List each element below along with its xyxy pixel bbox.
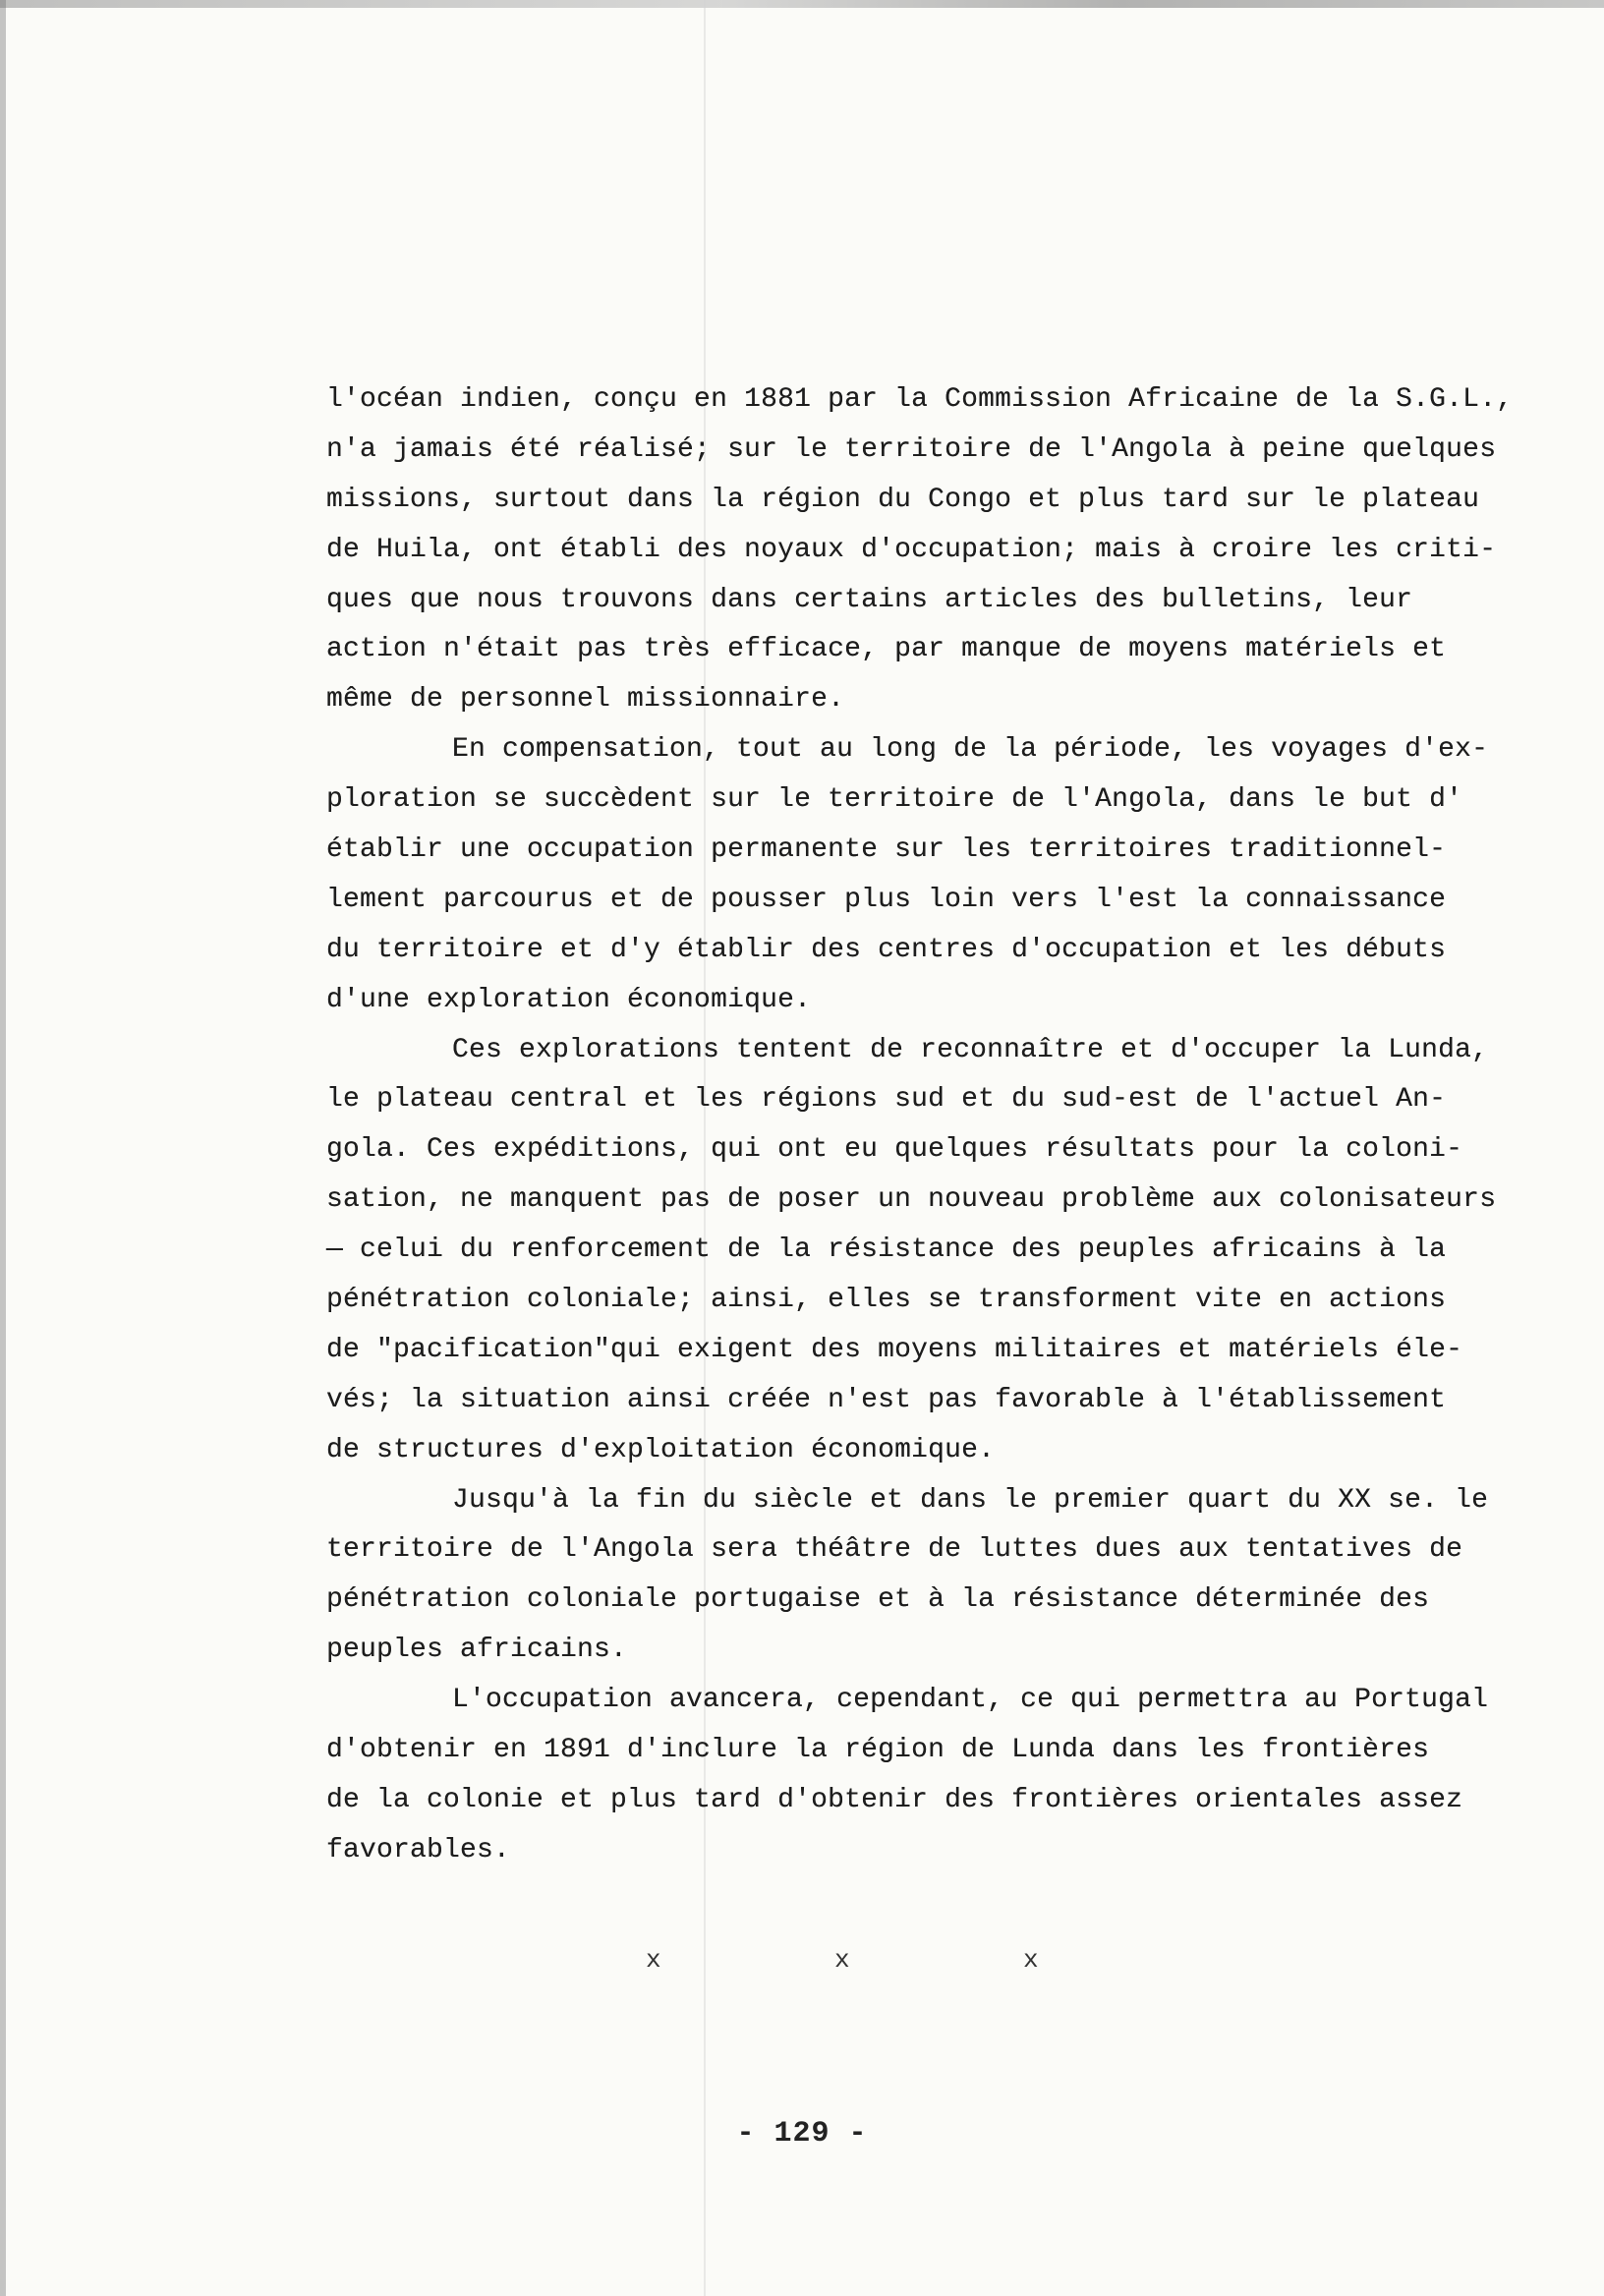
scan-top-edge bbox=[0, 0, 1604, 8]
paragraph-start-line: En compensation, tout au long de la période, les voyages d'ex- bbox=[452, 734, 1489, 766]
text-line: sation, ne manquent pas de poser un nouveau problème aux colonisateurs bbox=[326, 1184, 1497, 1216]
text-line: de Huila, ont établi des noyaux d'occupation; mais à croire les criti- bbox=[326, 534, 1497, 565]
text-line: pénétration coloniale portugaise et à la résistance déterminée des bbox=[326, 1584, 1430, 1616]
paragraph-start-line: Jusqu'à la fin du siècle et dans le premier quart du XX se. le bbox=[452, 1484, 1489, 1516]
text-line: établir une occupation permanente sur les territoires traditionnel- bbox=[326, 834, 1447, 866]
separator-mark: x bbox=[646, 1945, 661, 1975]
text-line: le plateau central et les régions sud et du sud-est de l'actuel An- bbox=[326, 1084, 1447, 1116]
paragraph-start-line: L'occupation avancera, cependant, ce qui permettra au Portugal bbox=[452, 1685, 1489, 1716]
text-line: d'obtenir en 1891 d'inclure la région de Lunda dans les frontières bbox=[326, 1735, 1430, 1766]
text-line: même de personnel missionnaire. bbox=[326, 684, 845, 716]
section-separator bbox=[0, 1945, 1604, 1994]
text-line: favorables. bbox=[326, 1834, 511, 1866]
text-line: ques que nous trouvons dans certains articles des bulletins, leur bbox=[326, 584, 1413, 615]
text-line: de structures d'exploitation économique. bbox=[326, 1434, 996, 1465]
page-number: - 129 - bbox=[736, 2117, 868, 2151]
text-line: de "pacification"qui exigent des moyens militaires et matériels éle- bbox=[326, 1334, 1463, 1365]
text-line: d'une exploration économique. bbox=[326, 984, 812, 1015]
text-line: action n'était pas très efficace, par manque de moyens matériels et bbox=[326, 634, 1447, 665]
text-line: — celui du renforcement de la résistance des peuples africains à la bbox=[326, 1234, 1447, 1266]
text-line: pénétration coloniale; ainsi, elles se transforment vite en actions bbox=[326, 1285, 1447, 1316]
text-line: lement parcourus et de pousser plus loin vers l'est la connaissance bbox=[326, 884, 1447, 915]
text-line: gola. Ces expéditions, qui ont eu quelques résultats pour la coloni- bbox=[326, 1134, 1463, 1166]
text-line: ploration se succèdent sur le territoire de l'Angola, dans le but d' bbox=[326, 784, 1463, 816]
paragraph-start-line: Ces explorations tentent de reconnaître et d'occuper la Lunda, bbox=[452, 1034, 1489, 1065]
body-text bbox=[326, 375, 1553, 1876]
text-line: peuples africains. bbox=[326, 1635, 628, 1666]
separator-mark: x bbox=[834, 1945, 850, 1975]
text-line: du territoire et d'y établir des centres d'occupation et les débuts bbox=[326, 934, 1447, 965]
text-line: l'océan indien, conçu en 1881 par la Commission Africaine de la S.G.L., bbox=[326, 384, 1514, 415]
text-line: territoire de l'Angola sera théâtre de luttes dues aux tentatives de bbox=[326, 1534, 1463, 1566]
text-line: de la colonie et plus tard d'obtenir des frontières orientales assez bbox=[326, 1784, 1463, 1815]
text-line: n'a jamais été réalisé; sur le territoire de l'Angola à peine quelques bbox=[326, 433, 1497, 465]
text-line: missions, surtout dans la région du Congo et plus tard sur le plateau bbox=[326, 484, 1480, 515]
separator-mark: x bbox=[1023, 1945, 1039, 1975]
text-line: vés; la situation ainsi créée n'est pas favorable à l'établissement bbox=[326, 1384, 1447, 1415]
